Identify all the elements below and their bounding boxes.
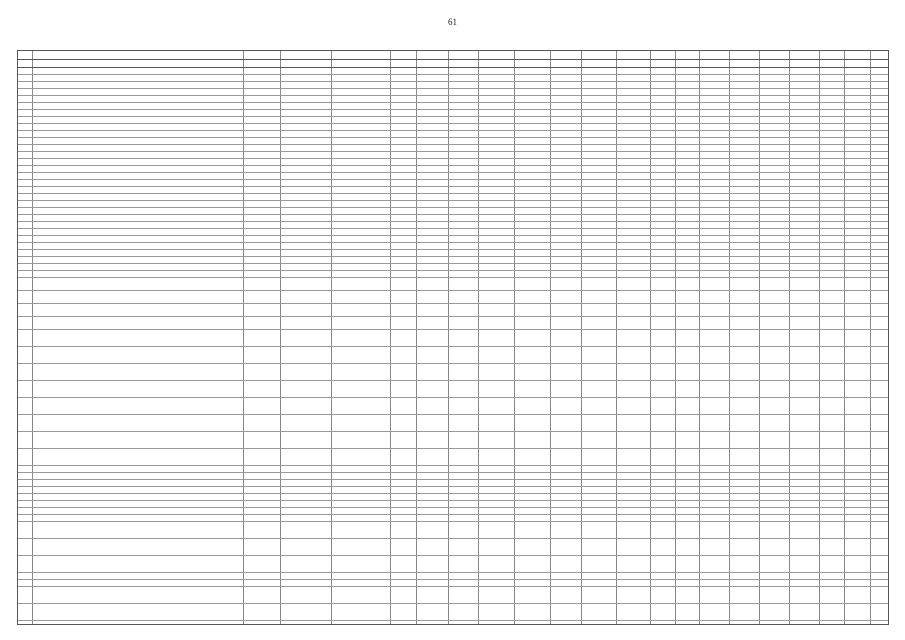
table-row [18,521,888,539]
table-row [18,538,888,556]
table-row [18,363,888,381]
table-row [18,329,888,347]
table-row [18,277,888,291]
table-row [18,431,888,449]
table-row [18,448,888,466]
page-number: 61 [448,17,457,27]
table-row [18,346,888,364]
table-row [18,603,888,621]
table-row [18,555,888,573]
table-row [18,586,888,604]
table-row [18,303,888,317]
report-table [17,50,889,625]
table-row [18,397,888,415]
table-row [18,414,888,432]
table-row [18,380,888,398]
table-row [18,316,888,330]
table-row [18,290,888,304]
